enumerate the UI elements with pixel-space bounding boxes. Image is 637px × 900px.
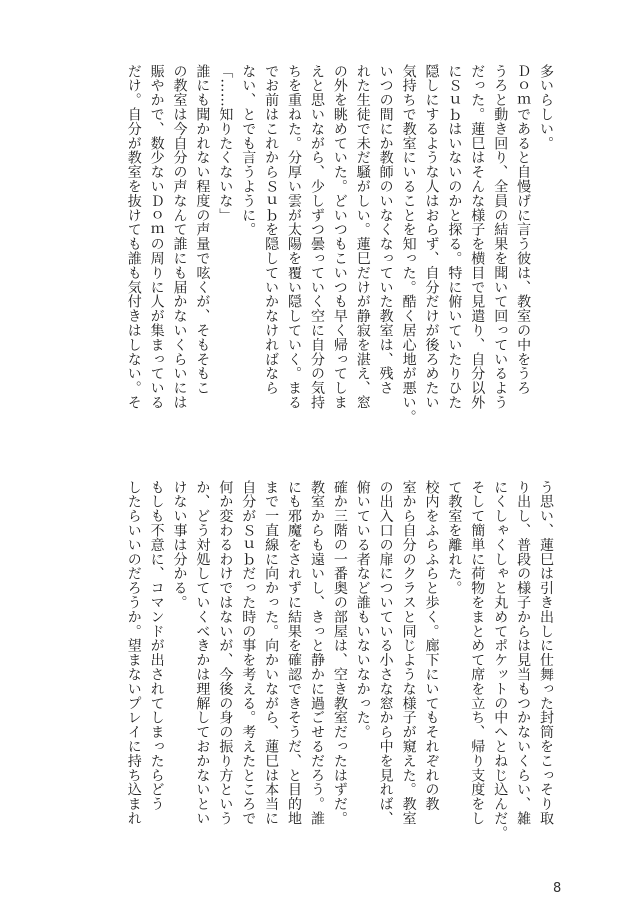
text-line: えと思いながら、少しずつ曇っていく空に自分の気持 [308,64,325,410]
text-line: う思い、蓮巳は引き出しに仕舞った封筒をこっそり取 [538,480,554,826]
text-line: 確か三階の一番奥の部屋は、空き教室だったはずだ。 [331,480,348,826]
text-line: したらいいのだろうか。望まないプレイに持ち込まれ [125,480,142,826]
text-line: 自分がＳｕｂだった時の事を考える。考えたところで [240,480,257,826]
text-line: 「……知りたくないな」 [217,64,234,223]
text-line: れた生徒で未だ騒がしい。蓮巳だけが静寂を湛え、窓 [354,64,371,410]
text-line: か、どう対処していくべきかは理解しておかないとい [194,480,211,826]
text-line: でお前はこれからＳｕｂを隠していかなければなら [263,64,280,396]
text-line: にくしゃくしゃと丸めてポケットの中へとねじ込んだ。 [492,480,509,840]
text-line: 賑やかで、数少ないＤｏｍの周りに人が集まっている [148,64,165,410]
text-line: 何か変わるわけではないが、今後の身の振り方という [217,480,234,826]
lower-text-block [122,480,557,880]
text-line: の出入口の扉についている小さな窓から中を見れば、 [377,480,394,826]
upper-text-block [122,64,557,464]
text-line: の外を眺めていた。どいつもこいつも早く帰ってしま [331,64,348,410]
text-line: うろと動き回り、全員の結果を聞いて回っているよう [492,64,509,410]
page-number: 8 [553,881,562,896]
text-line: だけ。自分が教室を抜けても誰も気付きはしない。そ [125,64,142,410]
text-line: ちを重ねた。分厚い雲が太陽を覆い隠していく。まる [286,64,303,410]
text-line: そして簡単に荷物をまとめて席を立ち、帰り支度をし [469,480,486,826]
text-line: 誰にも聞かれない程度の声量で呟くが、そもそもこ [194,64,211,396]
text-line: Ｄｏｍであると自慢げに言う彼は、教室の中をうろ [515,64,532,396]
text-line: にＳｕｂはいないのかと探る。特に俯いていたりひた [446,64,463,410]
text-line: ない、とでも言うように。 [240,64,257,237]
text-line: にも邪魔をされずに結果を確認できそうだ、と目的地 [286,480,303,826]
text-line: 多いらしい。 [538,64,554,151]
text-line: 気持ちで教室にいることを知った。酷く居心地が悪い。 [400,64,417,424]
text-line: 俯いている者など誰もいないなかった。 [354,480,371,740]
text-line: 校内をふらふらと歩く。廊下にいてもそれぞれの教 [423,480,440,812]
text-line: まで一直線に向かった。向かいながら、蓮巳は本当に [263,480,280,826]
text-line: 教室からも遠いし、きっと静かに過ごせるだろう。誰 [308,480,325,826]
text-line: もしも不意に、コマンドが出されてしまったらどう [148,480,165,812]
text-line: 隠しにするような人はおらず、自分だけが後ろめたい [423,64,440,410]
text-line: いつの間にか教師のいなくなっていた教室は、残さ [377,64,394,396]
text-line: 室から自分のクラスと同じような様子が窺えた。教室 [400,480,417,826]
text-line: の教室は今自分の声なんて誰にも届かないくらいには [171,64,188,410]
text-line: だった。蓮巳はそんな様子を横目で見遣り、自分以外 [469,64,486,410]
text-line: て教室を離れた。 [446,480,463,596]
text-line: けない事は分かる。 [171,480,188,610]
text-line: り出し、普段の様子からは見当もつかないくらい、雑 [515,480,532,826]
